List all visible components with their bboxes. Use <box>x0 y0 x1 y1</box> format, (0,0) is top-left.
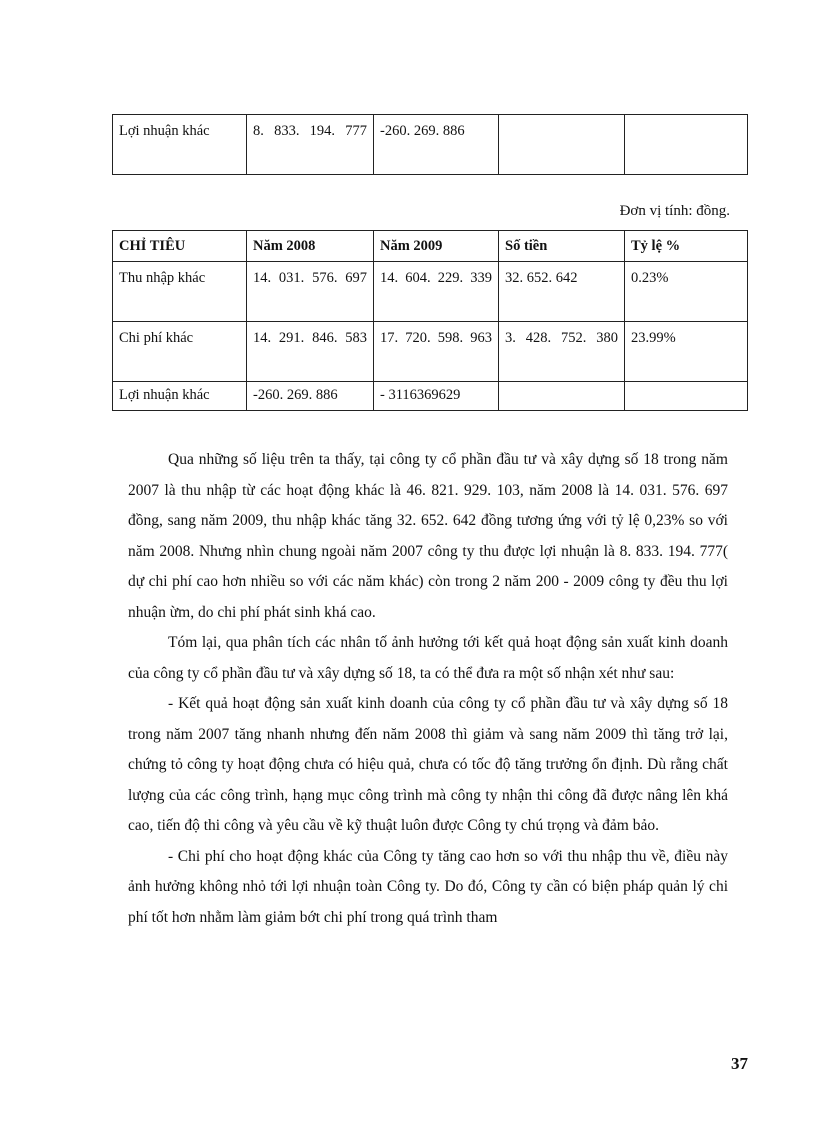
table-header: Năm 2009 <box>374 231 499 262</box>
body-text <box>128 445 728 933</box>
table-main <box>112 230 748 411</box>
table-cell: - 3116369629 <box>374 382 499 411</box>
table-cell: Thu nhập khác <box>113 262 247 322</box>
table-row <box>113 322 748 382</box>
table-row <box>113 262 748 322</box>
table-cell: 8. 833. 194. 777 <box>247 115 374 175</box>
table-cell: -260. 269. 886 <box>247 382 374 411</box>
table-row <box>113 115 748 175</box>
table-cell: 0.23% <box>625 262 748 322</box>
table-cell: 14. 031. 576. 697 <box>247 262 374 322</box>
table-cell: 3. 428. 752. 380 <box>499 322 625 382</box>
paragraph: - Chi phí cho hoạt động khác của Công ty tăng cao hơn so với thu nhập thu về, điều này ảnh hưởng không nhỏ tới lợi nhuận toàn Công ty. Do đó, Công ty cần có biện pháp quản lý chi phí tốt hơn nhằm làm giảm bớt chi phí trong quá trình tham <box>128 847 728 926</box>
table-cell <box>625 382 748 411</box>
table-top <box>112 114 748 175</box>
table-header: Tỷ lệ % <box>625 231 748 262</box>
table-cell: 14. 291. 846. 583 <box>247 322 374 382</box>
table-cell <box>499 115 625 175</box>
paragraph: - Kết quả hoạt động sản xuất kinh doanh của công ty cổ phần đầu tư và xây dựng số 18 trong năm 2007 tăng nhanh nhưng đến năm 2008 thì giảm và sang năm 2009 thì tăng trở lại, chứng tỏ công ty hoạt động chưa có hiệu quả, chưa có tốc độ tăng trưởng ổn định. Dù rằng chất lượng của các công trình, hạng mục công trình mà công ty nhận thi công đã được nâng lên khá cao, tiến độ thi công và yêu cầu về kỹ thuật luôn được Công ty chú trọng và đảm bảo. <box>128 695 728 834</box>
table-cell <box>625 115 748 175</box>
table-cell: Lợi nhuận khác <box>113 382 247 411</box>
table-cell: 14. 604. 229. 339 <box>374 262 499 322</box>
table-cell: 32. 652. 642 <box>499 262 625 322</box>
table-cell: 17. 720. 598. 963 <box>374 322 499 382</box>
table-header-row <box>113 231 748 262</box>
table-cell <box>499 382 625 411</box>
paragraph: Tóm lại, qua phân tích các nhân tố ảnh hưởng tới kết quả hoạt động sản xuất kinh doanh của công ty cổ phần đầu tư và xây dựng số 18, ta có thể đưa ra một số nhận xét như sau: <box>128 634 728 682</box>
table-cell: Lợi nhuận khác <box>113 115 247 175</box>
table-row <box>113 382 748 411</box>
table-cell: -260. 269. 886 <box>374 115 499 175</box>
table-cell: Chi phí khác <box>113 322 247 382</box>
table-header: CHỈ TIÊU <box>113 231 247 262</box>
table-header: Năm 2008 <box>247 231 374 262</box>
table-cell: 23.99% <box>625 322 748 382</box>
paragraph: Qua những số liệu trên ta thấy, tại công ty cổ phần đầu tư và xây dựng số 18 trong năm 2007 là thu nhập từ các hoạt động khác là 46. 821. 929. 103, năm 2008 là 14. 031. 576. 697 đồng, sang năm 2009, thu nhập khác tăng 32. 652. 642 đồng tương ứng với tỷ lệ 0,23% so với năm 2008. Nhưng nhìn chung ngoài năm 2007 công ty thu được lợi nhuận là 8. 833. 194. 777( dự chi phí cao hơn nhiều so với các năm khác) còn trong 2 năm 200 - 2009 công ty đều thu lợi nhuận ừm, do chi phí phát sinh khá cao. <box>128 451 728 621</box>
page-number: 37 <box>731 1054 748 1073</box>
table-header: Số tiền <box>499 231 625 262</box>
unit-note: Đơn vị tính: đồng. <box>619 203 730 219</box>
